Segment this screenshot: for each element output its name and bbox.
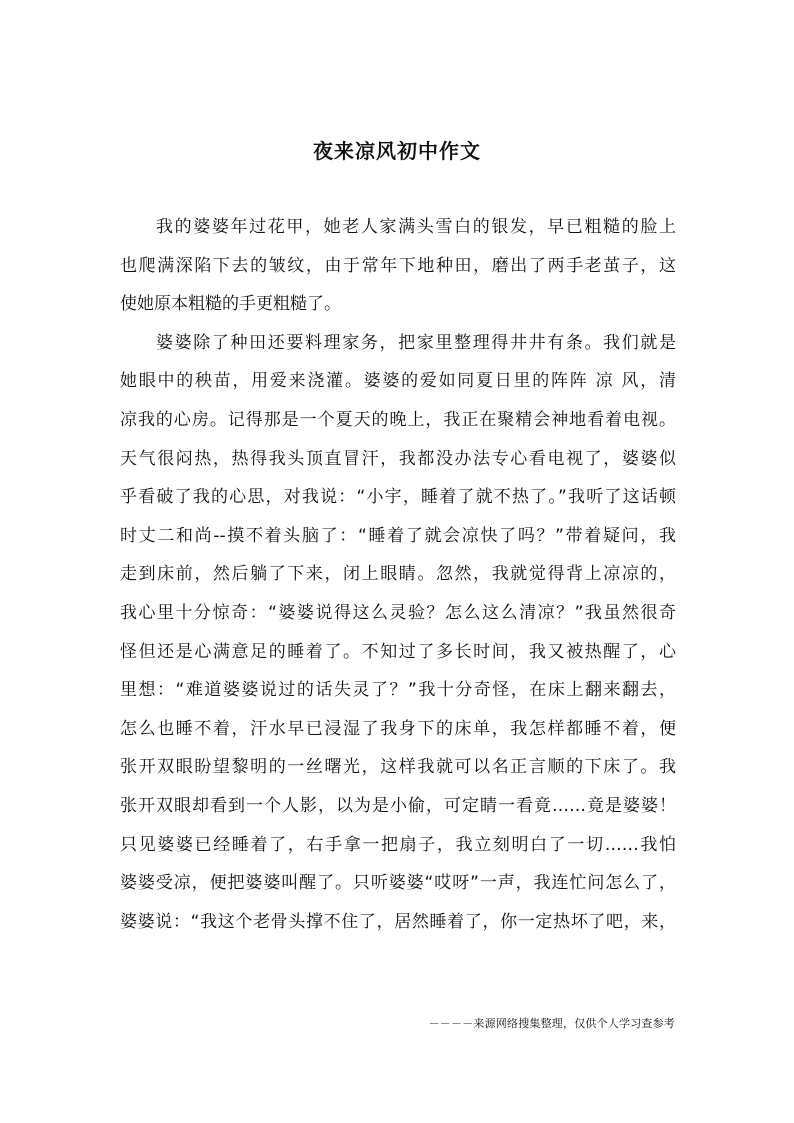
paragraph-2-line-12: 张开双眼盼望黎明的一丝曙光，这样我就可以名正言顺的下床了。我 [120, 757, 676, 778]
paragraph-1-line-2: 也爬满深陷下去的皱纹，由于常年下地种田，磨出了两手老茧子，这 [120, 255, 676, 276]
paragraph-2-line-10: 里想：“难道婆婆说过的话失灵了？”我十分奇怪，在床上翻来翻去， [120, 680, 676, 701]
paragraph-2-line-5: 乎看破了我的心思，对我说：“小宇，睡着了就不热了。”我听了这话顿 [120, 487, 676, 508]
essay-body [120, 208, 676, 941]
paragraph-2-line-15: 婆婆受凉，便把婆婆叫醒了。只听婆婆“哎呀”一声，我连忙问怎么了， [120, 873, 676, 894]
paragraph-2-line-7: 走到床前，然后躺了下来，闭上眼睛。忽然，我就觉得背上凉凉的， [120, 564, 676, 585]
paragraph-2-line-1: 婆婆除了种田还要料理家务，把家里整理得井井有条。我们就是 [156, 332, 676, 353]
essay-title: 夜来凉风初中作文 [313, 139, 481, 163]
paragraph-2-line-2: 她眼中的秧苗，用爱来浇灌。婆婆的爱如同夏日里的阵阵 凉 风，清 [120, 371, 676, 392]
paragraph-2-line-16: 婆婆说：“我这个老骨头撑不住了，居然睡着了，你一定热坏了吧，来， [120, 911, 676, 932]
paragraph-1-line-1: 我的婆婆年过花甲，她老人家满头雪白的银发，早已粗糙的脸上 [156, 217, 676, 237]
paragraph-2-line-13: 张开双眼却看到一个人影，以为是小偷，可定睛一看竟……竟是婆婆！ [120, 795, 676, 816]
paragraph-2-line-9: 怪但还是心满意足的睡着了。不知过了多长时间，我又被热醒了，心 [120, 641, 676, 662]
paragraph-2-line-14: 只见婆婆已经睡着了，右手拿一把扇子，我立刻明白了一切……我怕 [120, 834, 676, 855]
paragraph-2-line-11: 怎么也睡不着，汗水早已浸湿了我身下的床单，我怎样都睡不着，便 [120, 718, 676, 739]
paragraph-2-line-4: 天气很闷热，热得我头顶直冒汗，我都没办法专心看电视了，婆婆似 [120, 448, 676, 469]
paragraph-2-line-3: 凉我的心房。记得那是一个夏天的晚上，我正在聚精会神地看着电视。 [120, 409, 676, 430]
paragraph-2-line-8: 我心里十分惊奇：“婆婆说得这么灵验？怎么这么清凉？”我虽然很奇 [120, 602, 676, 623]
source-footer: －－－－来源网络搜集整理，仅供个人学习查参考 [428, 1017, 675, 1030]
paragraph-1-line-3: 使她原本粗糙的手更粗糙了。 [120, 294, 341, 315]
paragraph-2-line-6: 时丈二和尚--摸不着头脑了：“睡着了就会凉快了吗？”带着疑问，我 [120, 525, 676, 546]
